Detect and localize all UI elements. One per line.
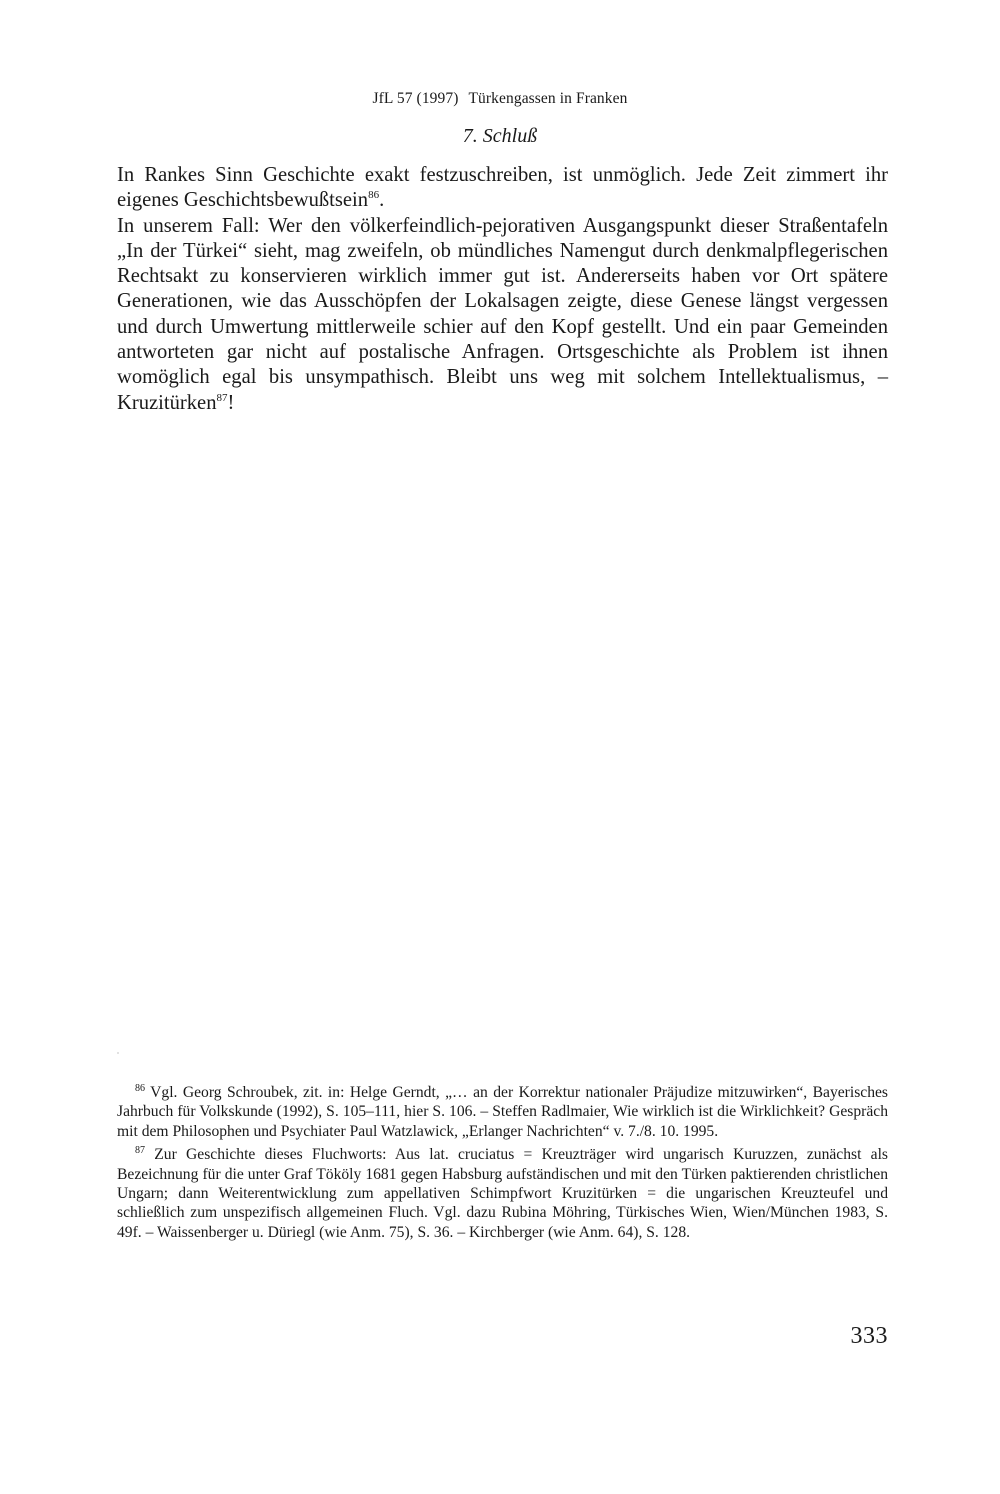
running-header xyxy=(0,90,1000,108)
footnote-86 xyxy=(117,1083,888,1141)
footnote-number: 86 xyxy=(135,1083,145,1094)
footnote-87 xyxy=(117,1145,888,1242)
paragraph-1-end: . xyxy=(379,189,385,212)
paragraph-1 xyxy=(117,163,888,214)
scan-speck xyxy=(117,1052,119,1054)
journal-citation: JfL 57 (1997) xyxy=(372,90,459,107)
running-title: Türkengassen in Franken xyxy=(468,90,628,107)
footnote-number: 87 xyxy=(135,1145,145,1157)
page-number: 333 xyxy=(850,1323,888,1349)
footnote-ref-86[interactable]: 86 xyxy=(368,189,380,202)
footnote-text: Vgl. Georg Schroubek, zit. in: Helge Gerndt, „… an der Korrektur nationaler Präjudize mitzuwirken“, Bayerisches Jahrbuch für Volkskunde (1992), S. 105–111, hier S. 106. – Steffen Radlmaier, Wie wirklich ist die Wirklichkeit? Gespräch mit dem Philosophen und Psychiater Paul Watzlawick, „Erlanger Nachrichten“ v. 7./8. 10. 1995. xyxy=(117,1084,888,1140)
paragraph-2 xyxy=(117,214,888,416)
paragraph-2-end: ! xyxy=(227,391,235,414)
footnote-ref-87[interactable]: 87 xyxy=(216,391,228,404)
section-heading: 7. Schluß xyxy=(462,125,538,147)
paragraph-1-text: In Rankes Sinn Geschichte exakt festzuschreiben, ist unmöglich. Jede Zeit zimmert ihr eigenes Geschichtsbewußtsein xyxy=(117,164,888,212)
body-text xyxy=(117,163,888,416)
footnote-text: Zur Geschichte dieses Fluchworts: Aus lat. cruciatus = Kreuzträger wird ungarisch Kuruzzen, zunächst als Bezeichnung für die unter Graf Tököly 1681 gegen Habsburg aufständischen und mit den Türken paktierenden christlichen Ungarn; dann Weiterentwicklung zum appellativen Schimpfwort Kruzitürken = die ungarischen Kreuzteufel und schließlich zum unspezifisch allgemeinen Fluch. Vgl. dazu Rubina Möhring, Türkisches Wien, Wien/München 1983, S. 49f. – Waissenberger u. Düriegl (wie Anm. 75), S. 36. – Kirchberger (wie Anm. 64), S. 128. xyxy=(117,1146,888,1241)
footnotes xyxy=(117,1083,888,1242)
paragraph-2-text: In unserem Fall: Wer den völkerfeindlich-pejorativen Ausgangspunkt dieser Straßentafeln „In der Türkei“ sieht, mag zweifeln, ob mündliches Namengut durch denkmalpflegerischen Rechtsakt zu konservieren wirklich immer gut ist. Andererseits haben vor Ort spätere Generationen, wie das Ausschöpfen der Lokalsagen zeigte, diese Genese längst vergessen und durch Umwertung mittlerweile schier auf den Kopf gestellt. Und ein paar Gemeinden antworteten gar nicht auf postalische Anfragen. Ortsgeschichte als Problem ist ihnen womöglich egal bis unsympathisch. Bleibt uns weg mit solchem Intellektualismus, – Kruzitürken xyxy=(117,214,888,414)
